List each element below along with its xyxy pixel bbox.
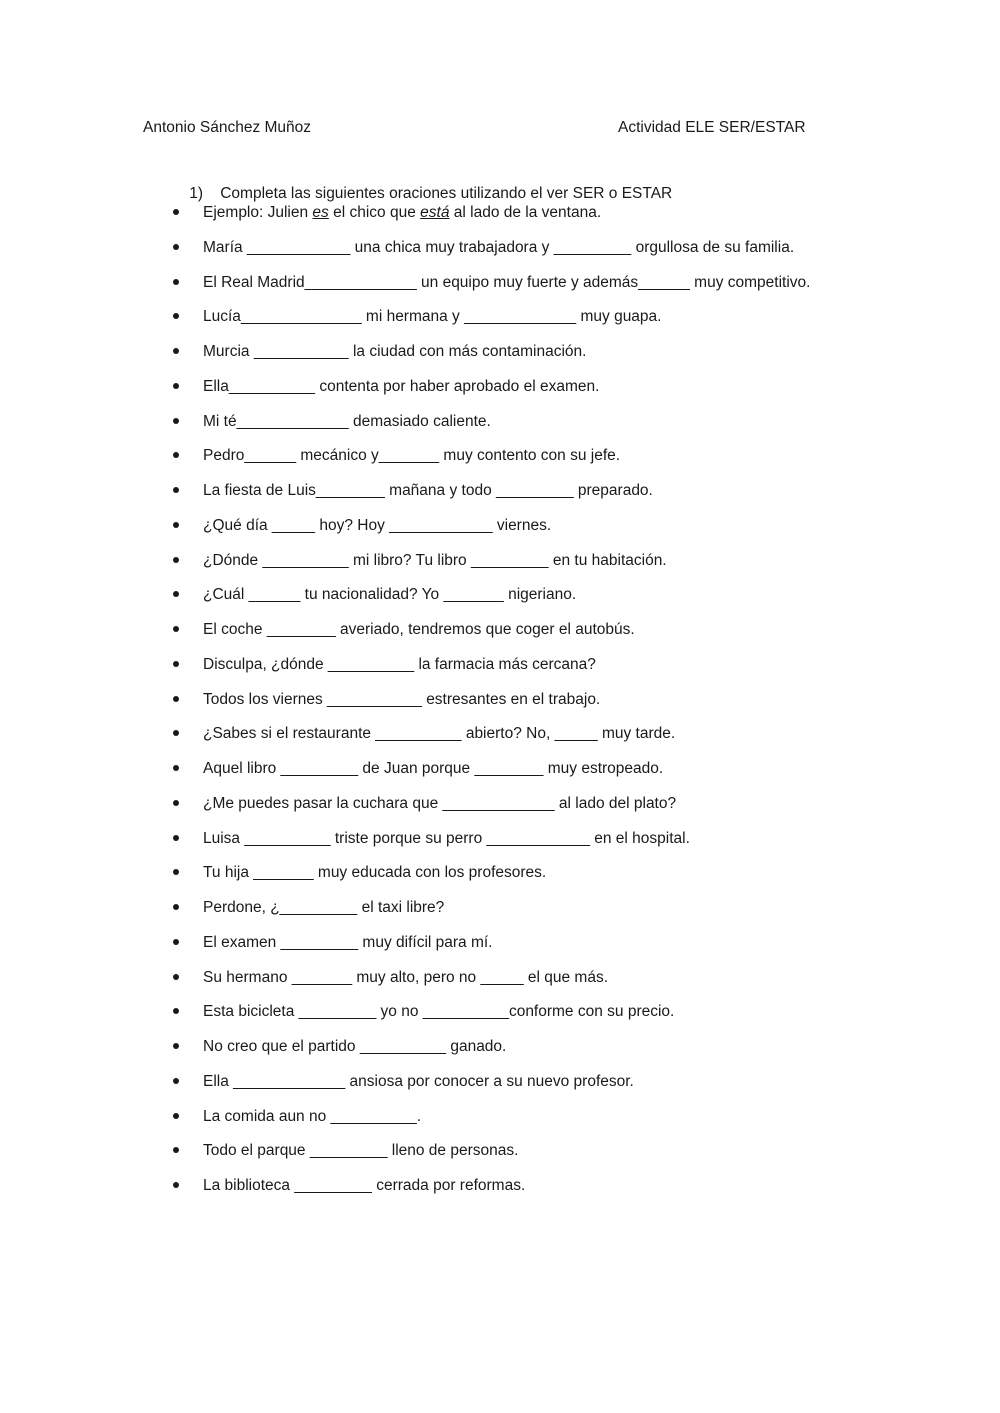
exercise-item (172, 828, 810, 863)
exercise-item (172, 897, 810, 932)
exercise-item (172, 967, 810, 1002)
bullet-icon (173, 626, 179, 632)
author-name: Antonio Sánchez Muñoz (143, 119, 312, 136)
exercise-text: Lucía______________ mi hermana y _____________ muy guapa. (203, 308, 662, 326)
exercise-text: Esta bicicleta _________ yo no __________conforme con su precio. (203, 1003, 675, 1021)
exercise-item (172, 480, 810, 515)
exercise-item (172, 793, 810, 828)
bullet-icon (173, 209, 179, 215)
exercise-text: ¿Dónde __________ mi libro? Tu libro _________ en tu habitación. (203, 551, 667, 569)
bullet-icon (173, 696, 179, 702)
exercise-item (172, 1001, 810, 1036)
exercise-list (172, 202, 810, 1210)
exercise-text: Pedro______ mecánico y_______ muy contento con su jefe. (203, 447, 621, 465)
exercise-text: Ella _____________ ansiosa por conocer a su nuevo profesor. (203, 1072, 634, 1090)
exercise-text: Murcia ___________ la ciudad con más contaminación. (203, 343, 587, 360)
exercise-text: El examen _________ muy difícil para mí. (203, 933, 493, 951)
exercise-text: La biblioteca _________ cerrada por reformas. (203, 1177, 526, 1194)
exercise-item (172, 1175, 810, 1210)
example-middle: el chico que (328, 204, 421, 221)
bullet-icon (173, 661, 179, 667)
bullet-icon (173, 800, 179, 806)
exercise-text: Tu hija _______ muy educada con los profesores. (203, 864, 547, 882)
bullet-icon (173, 835, 179, 841)
exercise-item (172, 1140, 810, 1175)
exercise-text: Ella__________ contenta por haber aprobado el examen. (203, 377, 600, 395)
bullet-icon (173, 869, 179, 875)
exercise-item (172, 584, 810, 619)
exercise-item (172, 237, 810, 272)
bullet-icon (173, 383, 179, 389)
bullet-icon (173, 244, 179, 250)
exercise-text: Aquel libro _________ de Juan porque ________ muy estropeado. (203, 760, 664, 777)
bullet-icon (173, 730, 179, 736)
exercise-item (172, 550, 810, 585)
exercise-item (172, 515, 810, 550)
bullet-icon (173, 591, 179, 597)
instruction-text: Completa las siguientes oraciones utilizando el ver SER o ESTAR (220, 185, 673, 202)
exercise-text: El coche ________ averiado, tendremos que coger el autobús. (203, 621, 635, 638)
bullet-icon (173, 939, 179, 945)
bullet-icon (173, 765, 179, 771)
bullet-icon (173, 522, 179, 528)
example-word-estar: está (420, 204, 450, 221)
bullet-icon (173, 904, 179, 910)
bullet-icon (173, 487, 179, 493)
exercise-text: ¿Sabes si el restaurante __________ abierto? No, _____ muy tarde. (203, 725, 676, 743)
exercise-text: ¿Qué día _____ hoy? Hoy ____________ viernes. (203, 516, 552, 534)
bullet-icon (173, 1008, 179, 1014)
exercise-item (172, 1036, 810, 1071)
exercise-item (172, 376, 810, 411)
exercise-text: ¿Me puedes pasar la cuchara que _____________ al lado del plato? (203, 794, 677, 812)
bullet-icon (173, 279, 179, 285)
exercise-item (172, 1106, 810, 1141)
exercise-item (172, 411, 810, 446)
exercise-text: Su hermano _______ muy alto, pero no _____ el que más. (203, 968, 608, 986)
bullet-icon (173, 974, 179, 980)
example-word-ser: es (312, 204, 329, 221)
exercise-text: ¿Cuál ______ tu nacionalidad? Yo _______ nigeriano. (203, 586, 577, 604)
bullet-icon (173, 1147, 179, 1153)
exercise-text: María ____________ una chica muy trabajadora y _________ orgullosa de su familia. (203, 238, 795, 256)
bullet-icon (173, 1182, 179, 1188)
exercise-text: La comida aun no __________. (203, 1107, 422, 1125)
exercise-item (172, 306, 810, 341)
exercise-text: Todo el parque _________ lleno de personas. (203, 1142, 519, 1160)
exercise-text: Mi té_____________ demasiado caliente. (203, 412, 491, 430)
exercise-text: No creo que el partido __________ ganado. (203, 1038, 507, 1055)
exercise-text: Disculpa, ¿dónde __________ la farmacia más cercana? (203, 655, 596, 673)
bullet-icon (173, 1043, 179, 1049)
exercise-item (172, 341, 810, 376)
bullet-icon (173, 1113, 179, 1119)
bullet-icon (173, 557, 179, 563)
exercise-item (172, 272, 810, 307)
exercise-text: Perdone, ¿_________ el taxi libre? (203, 899, 445, 916)
exercise-text: Luisa __________ triste porque su perro ____________ en el hospital. (203, 829, 690, 847)
bullet-icon (173, 348, 179, 354)
exercise-item (172, 932, 810, 967)
exercise-item (172, 758, 810, 793)
exercise-item (172, 619, 810, 654)
example-prefix: Ejemplo: Julien (203, 204, 313, 221)
exercise-text: La fiesta de Luis________ mañana y todo _________ preparado. (203, 482, 653, 499)
exercise-text: Todos los viernes ___________ estresantes en el trabajo. (203, 690, 601, 708)
example-suffix: al lado de la ventana. (449, 204, 602, 221)
exercise-text: El Real Madrid_____________ un equipo muy fuerte y además______ muy competitivo. (203, 273, 811, 291)
bullet-icon (173, 452, 179, 458)
exercise-item (172, 1071, 810, 1106)
example-item (172, 202, 810, 237)
exercise-item (172, 654, 810, 689)
exercise-item (172, 689, 810, 724)
exercise-item (172, 723, 810, 758)
bullet-icon (173, 1078, 179, 1084)
bullet-icon (173, 418, 179, 424)
bullet-icon (173, 313, 179, 319)
instruction-number: 1) (189, 185, 204, 202)
exercise-item (172, 445, 810, 480)
activity-title: Actividad ELE SER/ESTAR (618, 119, 806, 136)
exercise-item (172, 862, 810, 897)
